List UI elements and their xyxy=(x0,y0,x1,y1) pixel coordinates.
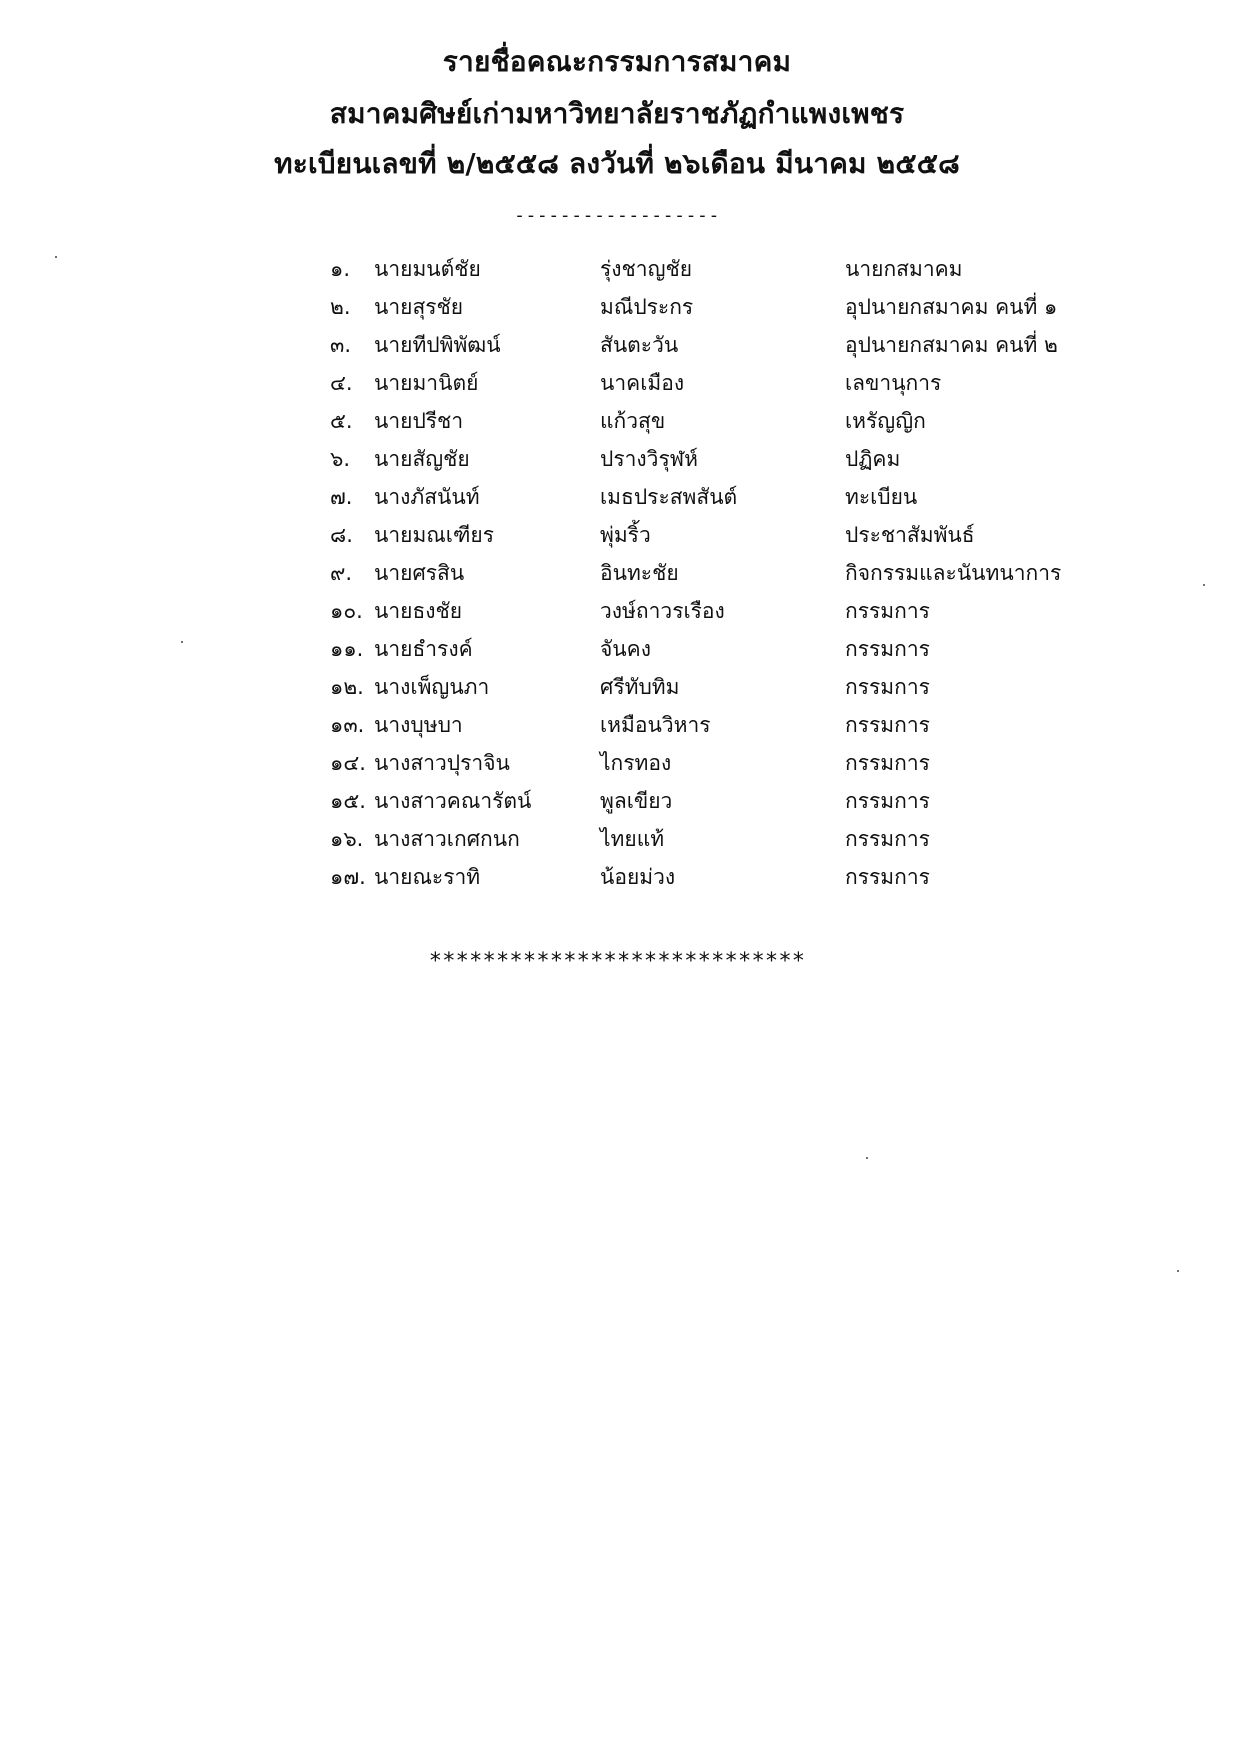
member-last-name: ไทยแท้ xyxy=(600,827,665,851)
member-number: ๑. xyxy=(330,257,351,281)
member-number: ๑๕. xyxy=(330,789,366,813)
member-first-name: นางสาวปุราจิน xyxy=(374,751,510,775)
member-number: ๓. xyxy=(330,333,352,357)
scan-speck xyxy=(1177,1270,1179,1272)
member-first-name: นายมณเฑียร xyxy=(374,523,494,547)
member-number: ๑๔. xyxy=(330,751,366,775)
member-first-name: นายมนต์ชัย xyxy=(374,257,481,281)
member-row xyxy=(330,402,1070,440)
member-row xyxy=(330,858,1070,896)
member-first-name: นางบุษบา xyxy=(374,713,463,737)
scan-speck xyxy=(1203,584,1205,586)
member-last-name: นาคเมือง xyxy=(600,371,685,395)
member-last-name: ปรางวิรุฬห์ xyxy=(600,447,698,471)
member-position: ปฏิคม xyxy=(845,447,901,471)
member-last-name: พุ่มริ้ว xyxy=(600,523,651,547)
member-first-name: นายทีปพิพัฒน์ xyxy=(374,333,501,357)
member-first-name: นายสุรชัย xyxy=(374,295,464,319)
registration-info: ทะเบียนเลขที่ ๒/๒๕๕๘ ลงวันที่ ๒๖เดือน มีนาคม ๒๕๕๘ xyxy=(274,147,960,180)
member-first-name: นายธงชัย xyxy=(374,599,463,623)
member-number: ๑๑. xyxy=(330,637,364,661)
member-position: กรรมการ xyxy=(845,675,930,699)
member-row xyxy=(330,250,1070,288)
member-row xyxy=(330,364,1070,402)
association-name: สมาคมศิษย์เก่ามหาวิทยาลัยราชภัฏกำแพงเพชร xyxy=(329,97,905,130)
member-first-name: นายปรีชา xyxy=(374,409,464,433)
member-row xyxy=(330,744,1070,782)
member-row xyxy=(330,592,1070,630)
scan-speck xyxy=(55,256,57,258)
member-position: เลขานุการ xyxy=(845,371,942,395)
member-last-name: มณีประกร xyxy=(600,295,694,319)
member-first-name: นายศรสิน xyxy=(374,561,465,585)
member-first-name: นางสาวคณารัตน์ xyxy=(374,789,532,813)
member-row xyxy=(330,478,1070,516)
member-first-name: นายสัญชัย xyxy=(374,447,470,471)
member-row xyxy=(330,440,1070,478)
member-number: ๑๐. xyxy=(330,599,363,623)
member-last-name: พูลเขียว xyxy=(600,789,673,813)
member-position: กรรมการ xyxy=(845,827,930,851)
member-number: ๑๓. xyxy=(330,713,365,737)
member-number: ๑๒. xyxy=(330,675,364,699)
footer-asterisk-line: **************************** xyxy=(428,949,806,974)
member-last-name: สันตะวัน xyxy=(600,333,679,357)
scan-speck xyxy=(181,641,183,643)
member-number: ๑๗. xyxy=(330,865,366,889)
member-last-name: น้อยม่วง xyxy=(600,865,676,889)
member-number: ๑๖. xyxy=(330,827,364,851)
member-first-name: นางภัสนันท์ xyxy=(374,485,480,509)
member-number: ๖. xyxy=(330,447,351,471)
member-position: ทะเบียน xyxy=(845,485,918,509)
member-last-name: เหมือนวิหาร xyxy=(600,713,711,737)
member-number: ๕. xyxy=(330,409,353,433)
member-last-name: จันคง xyxy=(600,637,651,661)
member-number: ๔. xyxy=(330,371,353,395)
member-row xyxy=(330,326,1070,364)
member-row xyxy=(330,630,1070,668)
member-position: อุปนายกสมาคม คนที่ ๑ xyxy=(845,295,1058,319)
member-last-name: เมธประสพสันต์ xyxy=(600,485,738,509)
member-position: กรรมการ xyxy=(845,751,930,775)
member-list xyxy=(330,250,1070,896)
member-number: ๘. xyxy=(330,523,353,547)
member-last-name: รุ่งชาญชัย xyxy=(600,257,693,281)
member-last-name: วงษ์ถาวรเรือง xyxy=(600,599,725,623)
member-last-name: ศรีทับทิม xyxy=(600,675,680,699)
member-position: ประชาสัมพันธ์ xyxy=(845,523,975,547)
member-first-name: นายณะราทิ xyxy=(374,865,481,889)
member-last-name: แก้วสุข xyxy=(600,409,666,433)
member-first-name: นายมานิตย์ xyxy=(374,371,479,395)
member-number: ๙. xyxy=(330,561,353,585)
member-first-name: นางสาวเกศกนก xyxy=(374,827,520,851)
member-last-name: ไกรทอง xyxy=(600,751,672,775)
member-position: กรรมการ xyxy=(845,713,930,737)
member-row xyxy=(330,706,1070,744)
member-number: ๒. xyxy=(330,295,351,319)
member-position: อุปนายกสมาคม คนที่ ๒ xyxy=(845,333,1058,357)
member-row xyxy=(330,668,1070,706)
member-first-name: นายธำรงค์ xyxy=(374,637,473,661)
member-first-name: นางเพ็ญนภา xyxy=(374,675,490,699)
member-row xyxy=(330,288,1070,326)
member-position: กรรมการ xyxy=(845,599,930,623)
member-position: กรรมการ xyxy=(845,865,930,889)
scan-speck xyxy=(866,1157,868,1159)
member-row xyxy=(330,554,1070,592)
member-position: นายกสมาคม xyxy=(845,257,963,281)
member-number: ๗. xyxy=(330,485,353,509)
member-row xyxy=(330,516,1070,554)
header-separator: ------------------ xyxy=(514,205,720,226)
member-position: กรรมการ xyxy=(845,637,930,661)
member-position: กรรมการ xyxy=(845,789,930,813)
member-last-name: อินทะชัย xyxy=(600,561,679,585)
member-row xyxy=(330,782,1070,820)
member-position: เหรัญญิก xyxy=(845,409,926,433)
member-position: กิจกรรมและนันทนาการ xyxy=(845,561,1062,585)
document-title: รายชื่อคณะกรรมการสมาคม xyxy=(442,45,792,78)
member-row xyxy=(330,820,1070,858)
